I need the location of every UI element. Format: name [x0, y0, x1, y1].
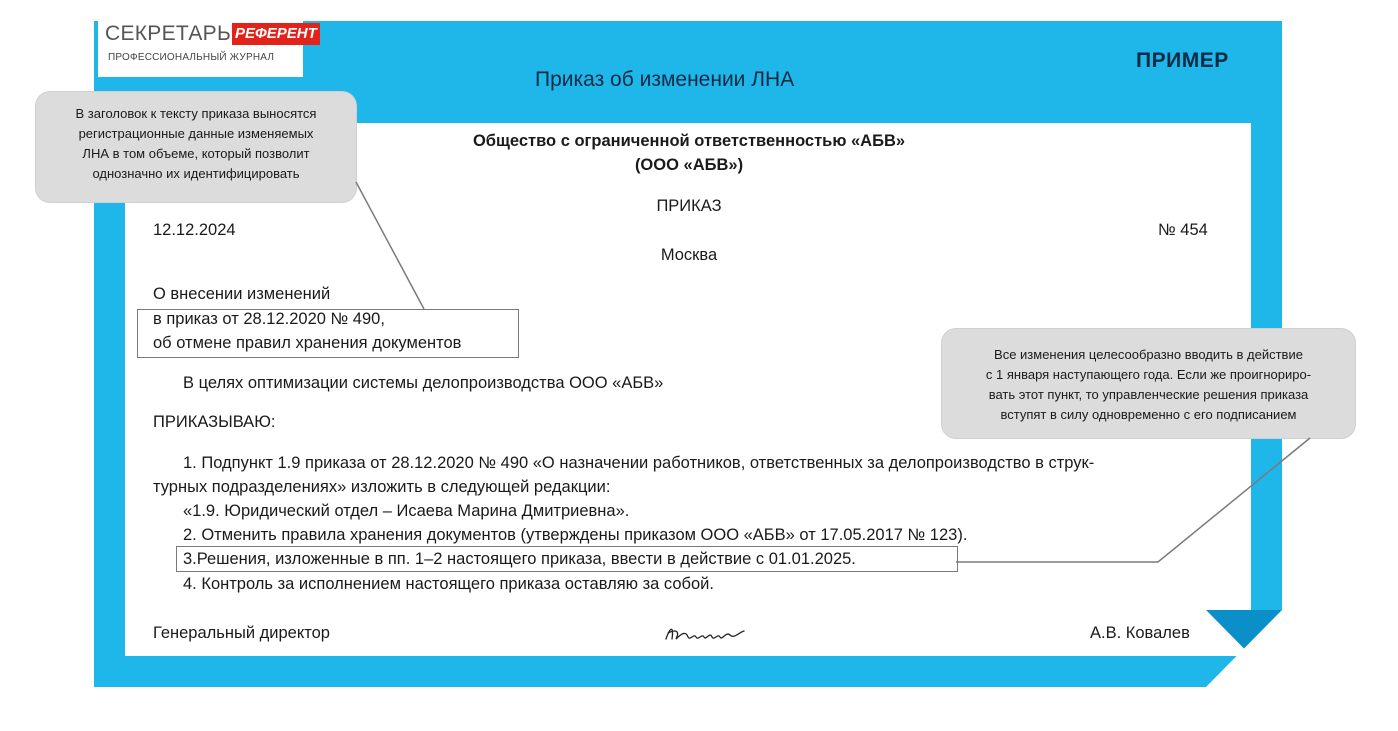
subject-line: О внесении изменений	[153, 285, 331, 303]
signature-image	[660, 619, 750, 647]
order-item: 2. Отменить правила хранения документов (утверждены приказом ООО «АБВ» от 17.05.2017 № 123).	[183, 526, 968, 544]
magazine-logo	[98, 17, 317, 77]
callout-line: ЛНА в том объеме, который позволит	[82, 146, 310, 161]
page-title: Приказ об изменении ЛНА	[535, 68, 795, 91]
order-item: турных подразделениях» изложить в следующей редакции:	[153, 478, 611, 496]
logo-subtitle: ПРОФЕССИОНАЛЬНЫЙ ЖУРНАЛ	[108, 52, 275, 63]
callout-line: с 1 января наступающего года. Если же проигнориро-	[985, 367, 1312, 382]
callout-header-note	[36, 92, 356, 202]
callout-line: регистрационные данные изменяемых	[78, 126, 314, 141]
order-item: «1.9. Юридический отдел – Исаева Марина Дмитриевна».	[183, 502, 630, 520]
order-word: ПРИКАЗЫВАЮ:	[153, 413, 276, 431]
example-label: ПРИМЕР	[1136, 49, 1229, 72]
document-date: 12.12.2024	[153, 221, 236, 239]
order-item: 4. Контроль за исполнением настоящего приказа оставляю за собой.	[183, 575, 714, 593]
document-type: ПРИКАЗ	[656, 197, 722, 215]
callout-line: вать этот пункт, то управленческие решения приказа	[988, 387, 1309, 402]
callout-line: вступят в силу одновременно с его подписанием	[1000, 407, 1297, 422]
signer-name: А.В. Ковалев	[1090, 624, 1190, 642]
logo-wordmark	[105, 22, 320, 46]
subject-line: об отмене правил хранения документов	[153, 334, 462, 352]
subject-line: в приказ от 28.12.2020 № 490,	[153, 310, 385, 328]
organization-short-name: (ООО «АБВ»)	[634, 156, 744, 174]
page-fold-cutout	[1206, 610, 1282, 687]
callout-line: В заголовок к тексту приказа выносятся	[75, 106, 317, 121]
callout-effective-note	[942, 329, 1355, 438]
order-item: 1. Подпункт 1.9 приказа от 28.12.2020 № 490 «О назначении работников, ответственных за делопроизводство в струк-	[183, 454, 1095, 472]
order-item: 3.Решения, изложенные в пп. 1–2 настоящего приказа, ввести в действие с 01.01.2025.	[183, 550, 856, 568]
callout-line: однозначно их идентифицировать	[92, 166, 300, 181]
organization-name: Общество с ограниченной ответственностью «АБВ»	[472, 132, 906, 150]
preamble: В целях оптимизации системы делопроизводства ООО «АБВ»	[183, 374, 664, 392]
signer-position: Генеральный директор	[153, 624, 330, 642]
logo-brand-right: РЕФЕРЕНТ	[232, 23, 320, 45]
document-city: Москва	[660, 246, 718, 264]
callout-line: Все изменения целесообразно вводить в действие	[994, 347, 1303, 362]
logo-brand-left: СЕКРЕТАРЬ	[105, 22, 232, 45]
document-number: № 454	[1158, 221, 1208, 239]
